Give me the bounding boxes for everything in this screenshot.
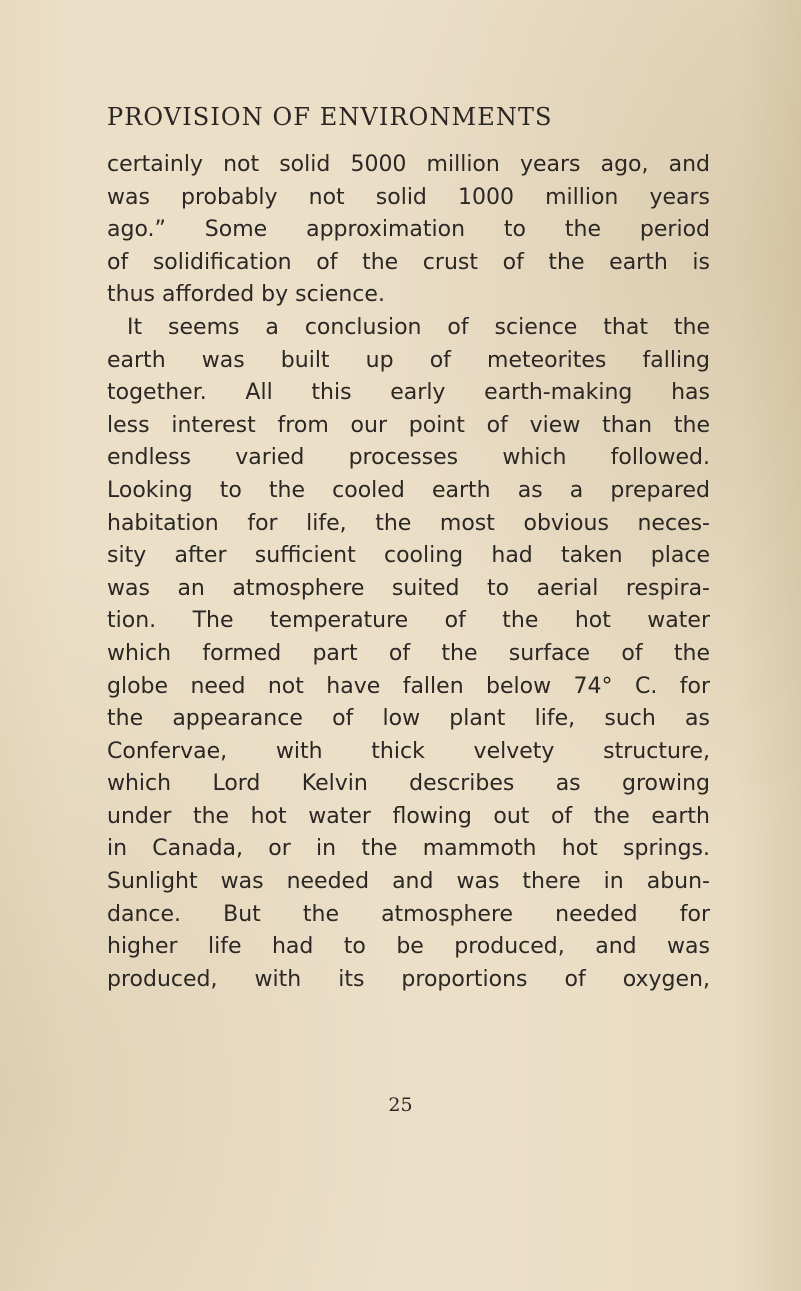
text-line: which formed part of the surface of the (107, 640, 710, 666)
text-line: Confervae, with thick velvety structure, (107, 738, 710, 764)
text-line: globe need not have fallen below 74° C. for (107, 673, 710, 699)
text-line: It seems a conclusion of science that the (127, 314, 710, 340)
text-line: was probably not solid 1000 million years (107, 184, 710, 210)
text-line: the appearance of low plant life, such as (107, 706, 710, 732)
page-number: 25 (388, 1094, 413, 1116)
text-line: Looking to the cooled earth as a prepared (107, 477, 710, 503)
text-line: sity after sufficient cooling had taken place (107, 543, 710, 569)
text-line: higher life had to be produced, and was (107, 934, 710, 960)
text-line: in Canada, or in the mammoth hot springs. (107, 836, 710, 862)
text-line: produced, with its proportions of oxygen, (107, 966, 710, 992)
text-line: habitation for life, the most obvious neces- (107, 510, 710, 536)
text-line: under the hot water flowing out of the earth (107, 803, 710, 829)
text-line: together. All this early earth-making has (107, 380, 710, 406)
body-text (107, 149, 710, 996)
text-line: which Lord Kelvin describes as growing (107, 771, 710, 797)
running-head: PROVISION OF ENVIRONMENTS (107, 103, 553, 131)
text-line: endless varied processes which followed. (107, 445, 710, 471)
text-line: was an atmosphere suited to aerial respira- (107, 575, 710, 601)
text-line: earth was built up of meteorites falling (107, 347, 710, 373)
text-line: dance. But the atmosphere needed for (107, 901, 710, 927)
text-line: of solidification of the crust of the earth is (107, 249, 710, 275)
text-line: tion. The temperature of the hot water (107, 608, 710, 634)
text-line: less interest from our point of view than the (107, 412, 710, 438)
text-line: ago.” Some approximation to the period (107, 217, 710, 243)
text-line: Sunlight was needed and was there in abun- (107, 869, 710, 895)
text-line: certainly not solid 5000 million years ago, and (107, 152, 710, 177)
text-line: thus afforded by science. (107, 282, 385, 308)
